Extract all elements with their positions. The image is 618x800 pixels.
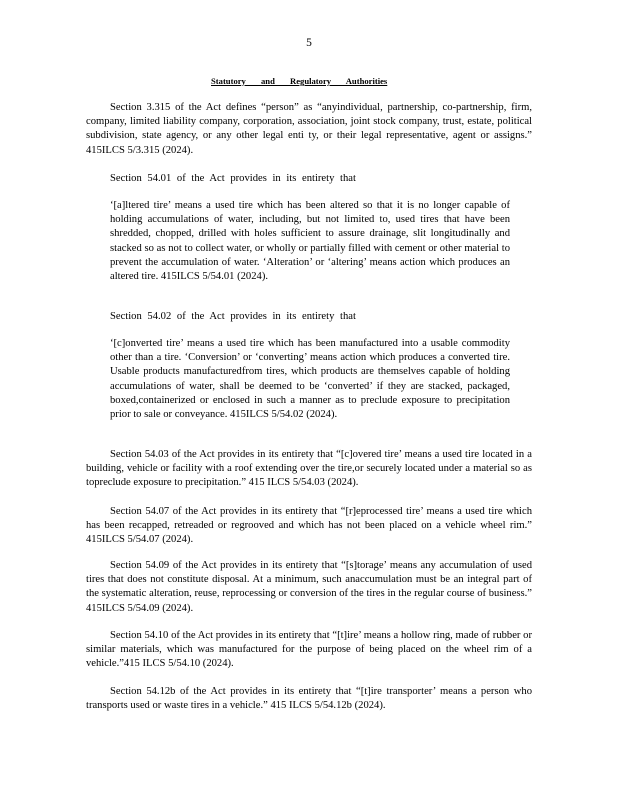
paragraph-section-54-09 (86, 559, 532, 616)
paragraph-text: Section 54.10 of the Act provides in its entirety that “[t]ire’ means a hollow ring, made of rubber or similar materials, which was manufactured for the purpose of being placed on the wheel rim of a vehicle.”415 ILCS 5/54.10 (2024). (86, 630, 532, 670)
paragraph-section-54-10 (86, 629, 532, 672)
page-number: 5 (306, 37, 312, 49)
paragraph-text: Section 3.315 of the Act defines “person” as “anyindividual, partnership, co-partnership, firm, company, limited liability company, corporation, association, joint stock company, trust, estate, political subdivision, state agency, or any other legal enti ty, or their legal representative, agent or assigns.” 415ILCS 5/3.315 (2024). (86, 102, 532, 156)
section-heading: Statutory and Regulatory Authorities (211, 76, 388, 86)
paragraph-text: Section 54.03 of the Act provides in its entirety that “[c]overed tire’ means a used tire located in a building, vehicle or facility with a roof extending over the tire,or securely located under a material so as topreclude exposure to precipitation.” 415 ILCS 5/54.03 (2024). (86, 449, 532, 489)
paragraph-text: Section 54.09 of the Act provides in its entirety that “[s]torage’ means any accumulation of used tires that does not constitute disposal. At a minimum, such anaccumulation must be an integral part of the systematic alteration, reuse, reprocessing or conversion of the tires in the regular course of business.” 415ILCS 5/54.09 (2024). (86, 560, 532, 614)
paragraph-section-54-02-lead: Section 54.02 of the Act provides in its entirety that (110, 311, 356, 322)
paragraph-section-54-12b (86, 685, 532, 713)
paragraph-section-54-03 (86, 448, 532, 491)
paragraph-text: Section 54.07 of the Act provides in its entirety that “[r]eprocessed tire’ means a used tire which has been recapped, retreaded or regrooved and which has not been placed on a vehicle wheel rim.” 415ILCS 5/54.07 (2024). (86, 506, 532, 546)
quote-section-54-01: ‘[a]ltered tire’ means a used tire which has been altered so that it is no longer capable of holding accumulations of water, including, but not limited to, used tires that have been shredded, chopped, drilled with holes sufficient to assure drainage, slit longitudinally and stacked so as not to collect water, or wholly or partially filled with cement or other material to prevent the accumulation of water. ‘Alteration’ or ‘altering’ means action which produces an altered tire. 415ILCS 5/54.01 (2024). (110, 200, 510, 283)
paragraph-text: Section 54.12b of the Act provides in its entirety that “[t]ire transporter’ means a person who transports used or waste tires in a vehicle.” 415 ILCS 5/54.12b (2024). (86, 686, 532, 712)
paragraph-section-54-01-lead: Section 54.01 of the Act provides in its entirety that (110, 173, 356, 184)
quote-section-54-02: ‘[c]onverted tire’ means a used tire which has been manufactured into a usable commodity other than a tire. ‘Conversion’ or ‘converting’ means action which produces a converted tire. Usable products manufacturedfrom tires, which products are themselves capable of holding accumulations of water, shall be deemed to be ‘converted’ if they are stacked, packaged, boxed,containerized or enclosed in such a manner as to preclude exposure to precipitation prior to sale or conveyance. 415ILCS 5/54.02 (2024). (110, 338, 510, 421)
paragraph-section-3-315 (86, 101, 532, 158)
paragraph-section-54-07 (86, 505, 532, 548)
